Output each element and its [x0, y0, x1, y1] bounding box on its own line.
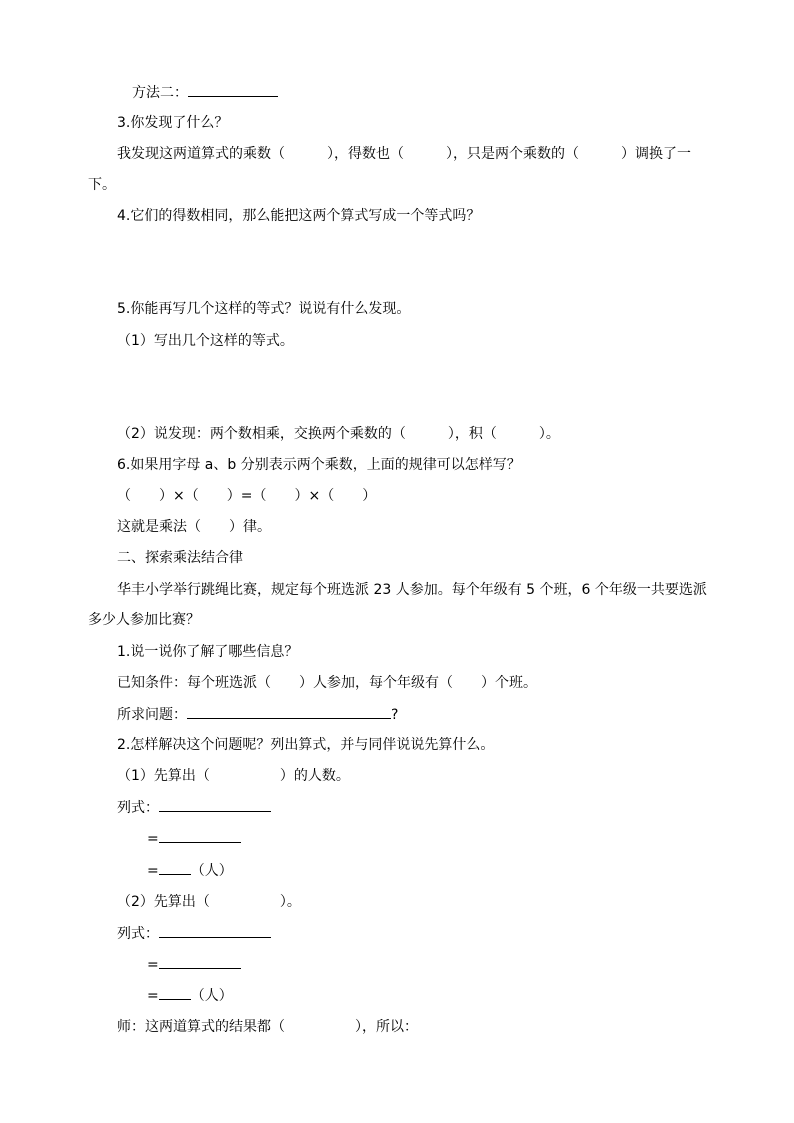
step-2: （2）先算出（ ）。: [117, 894, 301, 910]
answer-blank: [159, 985, 191, 1000]
problem-text-line-1: 华丰小学举行跳绳比赛，规定每个班选派 23 人参加。每个年级有 5 个班，6 个年级一共要选派: [117, 582, 707, 598]
question-4: 4.它们的得数相同，那么能把这两个算式写成一个等式吗？: [117, 208, 481, 224]
question-asked-label: 所求问题：: [117, 707, 187, 723]
problem-text-line-2: 多少人参加比赛？: [88, 612, 200, 628]
answer-blank: [159, 797, 271, 812]
section-heading-associative: 二、探索乘法结合律: [117, 550, 243, 566]
method-two-label: 方法二：: [132, 85, 188, 101]
question-5-part-1: （1）写出几个这样的等式。: [117, 333, 294, 349]
unit-label: （人）: [190, 988, 233, 1004]
question-3-answer-line-2: 下。: [88, 177, 116, 193]
question-3-answer-line-1: 我发现这两道算式的乘数（ ），得数也（ ），只是两个乘数的（ ）调换了一: [117, 146, 691, 162]
question-5-part-2: （2）说发现：两个数相乘，交换两个乘数的（ ），积（ ）。: [117, 426, 560, 442]
equals-sign: =: [147, 863, 159, 879]
step-2-formula: [117, 923, 271, 943]
step-1-result-2: [147, 860, 233, 880]
commutative-formula: （ ）×（ ）=（ ）×（ ）: [117, 488, 377, 504]
question-asked-line: [117, 704, 398, 724]
answer-blank: [159, 923, 271, 938]
teacher-conclusion: 师：这两道算式的结果都（ ），所以：: [117, 1019, 418, 1035]
formula-label: 列式：: [117, 800, 159, 816]
step-1: （1）先算出（ ）的人数。: [117, 768, 350, 784]
question-1: 1.说一说你了解了哪些信息？: [117, 644, 299, 660]
question-2: 2.怎样解决这个问题呢？列出算式，并与同伴说说先算什么。: [117, 737, 495, 753]
answer-blank: [159, 828, 241, 843]
law-name-line: 这就是乘法（ ）律。: [117, 519, 271, 535]
step-2-result-2: [147, 985, 233, 1005]
equals-sign: =: [147, 988, 159, 1004]
equals-sign: =: [147, 957, 159, 973]
answer-blank: [187, 704, 391, 719]
question-6: 6.如果用字母 a、b 分别表示两个乘数，上面的规律可以怎样写？: [117, 457, 521, 473]
answer-blank: [159, 954, 241, 969]
question-5: 5.你能再写几个这样的等式？说说有什么发现。: [117, 301, 411, 317]
formula-label: 列式：: [117, 926, 159, 942]
step-2-result-1: [147, 954, 241, 974]
known-conditions: 已知条件：每个班选派（ ）人参加，每个年级有（ ）个班。: [117, 675, 537, 691]
answer-blank: [188, 82, 278, 97]
unit-label: （人）: [190, 863, 233, 879]
answer-blank: [159, 860, 191, 875]
question-mark: ?: [391, 707, 399, 723]
step-1-result-1: [147, 828, 241, 848]
step-1-formula: [117, 797, 271, 817]
question-3: 3.你发现了什么？: [117, 115, 229, 131]
method-two-line: [132, 82, 278, 102]
equals-sign: =: [147, 831, 159, 847]
